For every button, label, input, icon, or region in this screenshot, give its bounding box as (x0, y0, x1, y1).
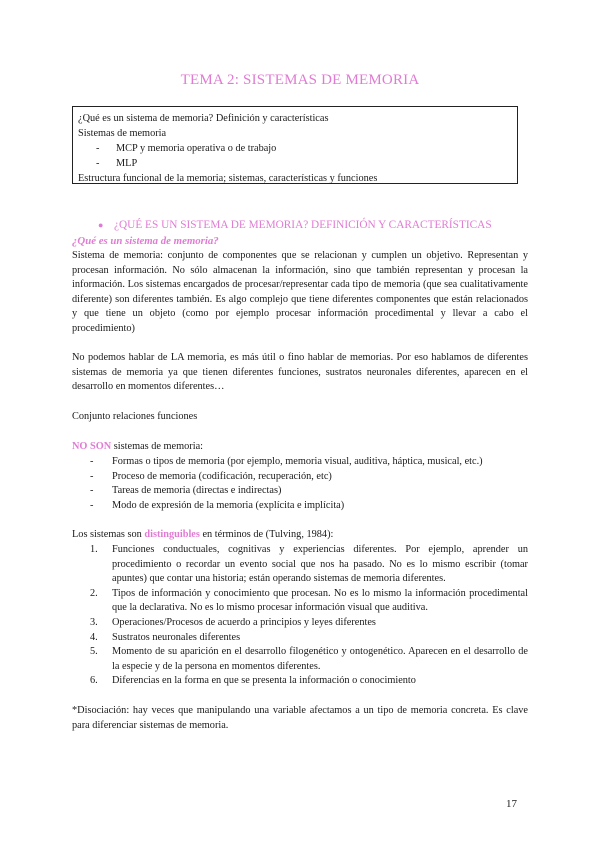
list-item: 1. Funciones conductuales, cognitivas y experiencias diferentes. Por ejemplo, aprender un procedimiento o recordar un evento social que nos ha pasado. No es lo mismo escribir (tomar apuntes) que contar una historia; están operando sistemas de memoria diferentes. (90, 544, 528, 585)
page-title: TEMA 2: SISTEMAS DE MEMORIA (180, 72, 420, 88)
list-item: 3. Operaciones/Procesos de acuerdo a principios y leyes diferentes (90, 616, 376, 628)
memories-paragraph: No podemos hablar de LA memoria, es más útil o fino hablar de memorias. Por eso hablamos de diferentes sistemas de memoria ya que tienen diferentes funciones, sustratos neuronales diferentes, aparecen en el desarrollo en momentos diferentes… (72, 352, 528, 393)
toc-item: ¿Qué es un sistema de memoria? Definición y características (78, 113, 329, 124)
section-heading: ● ¿QUÉ ES UN SISTEMA DE MEMORIA? DEFINICIÓN Y CARACTERÍSTICAS (98, 219, 492, 231)
table-of-contents (72, 106, 518, 184)
dissociation-note: *Disociación: hay veces que manipulando una variable afectamos a un tipo de memoria concreta. Es clave para diferenciar sistemas de memoria. (72, 705, 528, 731)
list-item: 5. Momento de su aparición en el desarrollo filogenético y ontogenético. Aparecen en el desarrollo de la especie y de la persona en momentos diferentes. (90, 646, 528, 672)
toc-item: Estructura funcional de la memoria; sistemas, características y funciones (78, 173, 378, 184)
noson-list (90, 455, 530, 513)
toc-subitem: - MLP (96, 158, 138, 169)
distinguishable-list (90, 543, 528, 689)
definition-paragraph: Sistema de memoria: conjunto de componentes que se relacionan y cumplen un objetivo. Representan y procesan información. No sólo almacenan la información, sino que también representan y procesan la información. Los sistemas encargados de procesar/representar cada tipo de memoria (que sea cualitativamente diferente) son diferentes también. Es algo complejo que tiene diferentes componentes que están relacionados y que tiene un objeto (como por ejemplo procesar información procedimental y llevar a cabo el procedimiento) (72, 250, 528, 334)
list-item: 4. Sustratos neuronales diferentes (90, 631, 241, 643)
toc-subitem: - MCP y memoria operativa o de trabajo (96, 143, 277, 154)
distinguishable-intro: Los sistemas son distinguibles en términos de (Tulving, 1984): (72, 529, 334, 540)
list-item: 6. Diferencias en la forma en que se presenta la información o conocimiento (90, 675, 416, 687)
page-number: 17 (506, 798, 517, 810)
relations-paragraph: Conjunto relaciones funciones (72, 411, 198, 422)
bullet-icon: ● (98, 220, 104, 230)
list-item: - Modo de expresión de la memoria (explícita e implícita) (90, 499, 345, 511)
list-item: - Formas o tipos de memoria (por ejemplo, memoria visual, auditiva, háptica, musical, etc.) (90, 456, 483, 467)
toc-item: Sistemas de memoria (78, 128, 167, 139)
noson-intro: NO SON sistemas de memoria: (72, 441, 203, 452)
section-subheading: ¿Qué es un sistema de memoria? (72, 235, 219, 247)
list-item: - Tareas de memoria (directas e indirectas) (90, 485, 282, 497)
list-item: 2. Tipos de información y conocimiento que procesan. No es lo mismo la información procedimental que la declarativa. No es lo mismo procesar información visual que auditiva. (90, 587, 528, 614)
list-item: - Proceso de memoria (codificación, recuperación, etc) (90, 470, 332, 482)
